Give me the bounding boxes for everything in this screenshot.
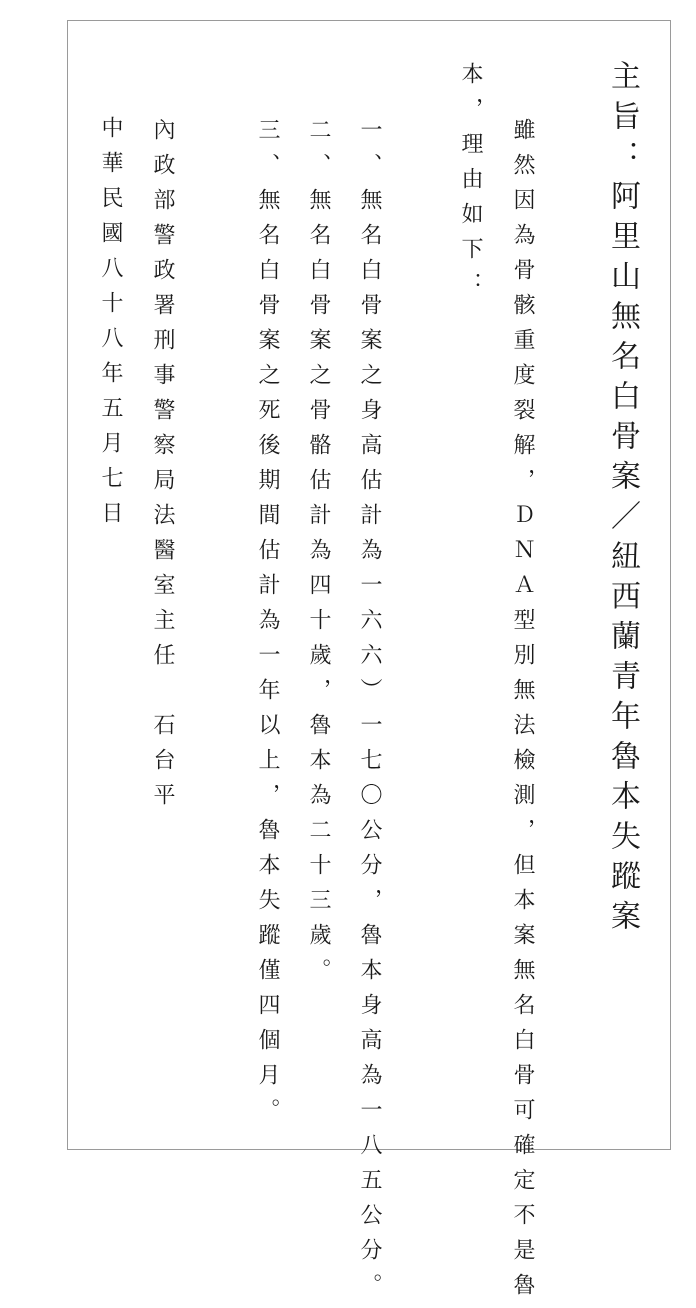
paragraph-line-1: 雖然因為骨骸重度裂解，ＤＮＡ型別無法檢測，但本案無名白骨可確定不是魯 xyxy=(510,118,535,1308)
reason-item-1: 一、無名白骨案之身高估計為一六六︶一七〇公分，魯本身高為一八五公分。 xyxy=(357,118,382,1308)
date-line: 中華民國八十八年五月七日 xyxy=(98,116,123,536)
reason-item-3: 三、無名白骨案之死後期間估計為一年以上，魯本失蹤僅四個月。 xyxy=(255,118,280,1133)
signature-line: 內政部警政署刑事警察局法醫室主任 石台平 xyxy=(150,118,175,818)
reason-item-2: 二、無名白骨案之骨骼估計為四十歲，魯本為二十三歲。 xyxy=(306,118,331,993)
paragraph-line-2: 本，理由如下： xyxy=(458,62,483,307)
subject-line: 主旨：阿里山無名白骨案／紐西蘭青年魯本失蹤案 xyxy=(605,60,640,940)
